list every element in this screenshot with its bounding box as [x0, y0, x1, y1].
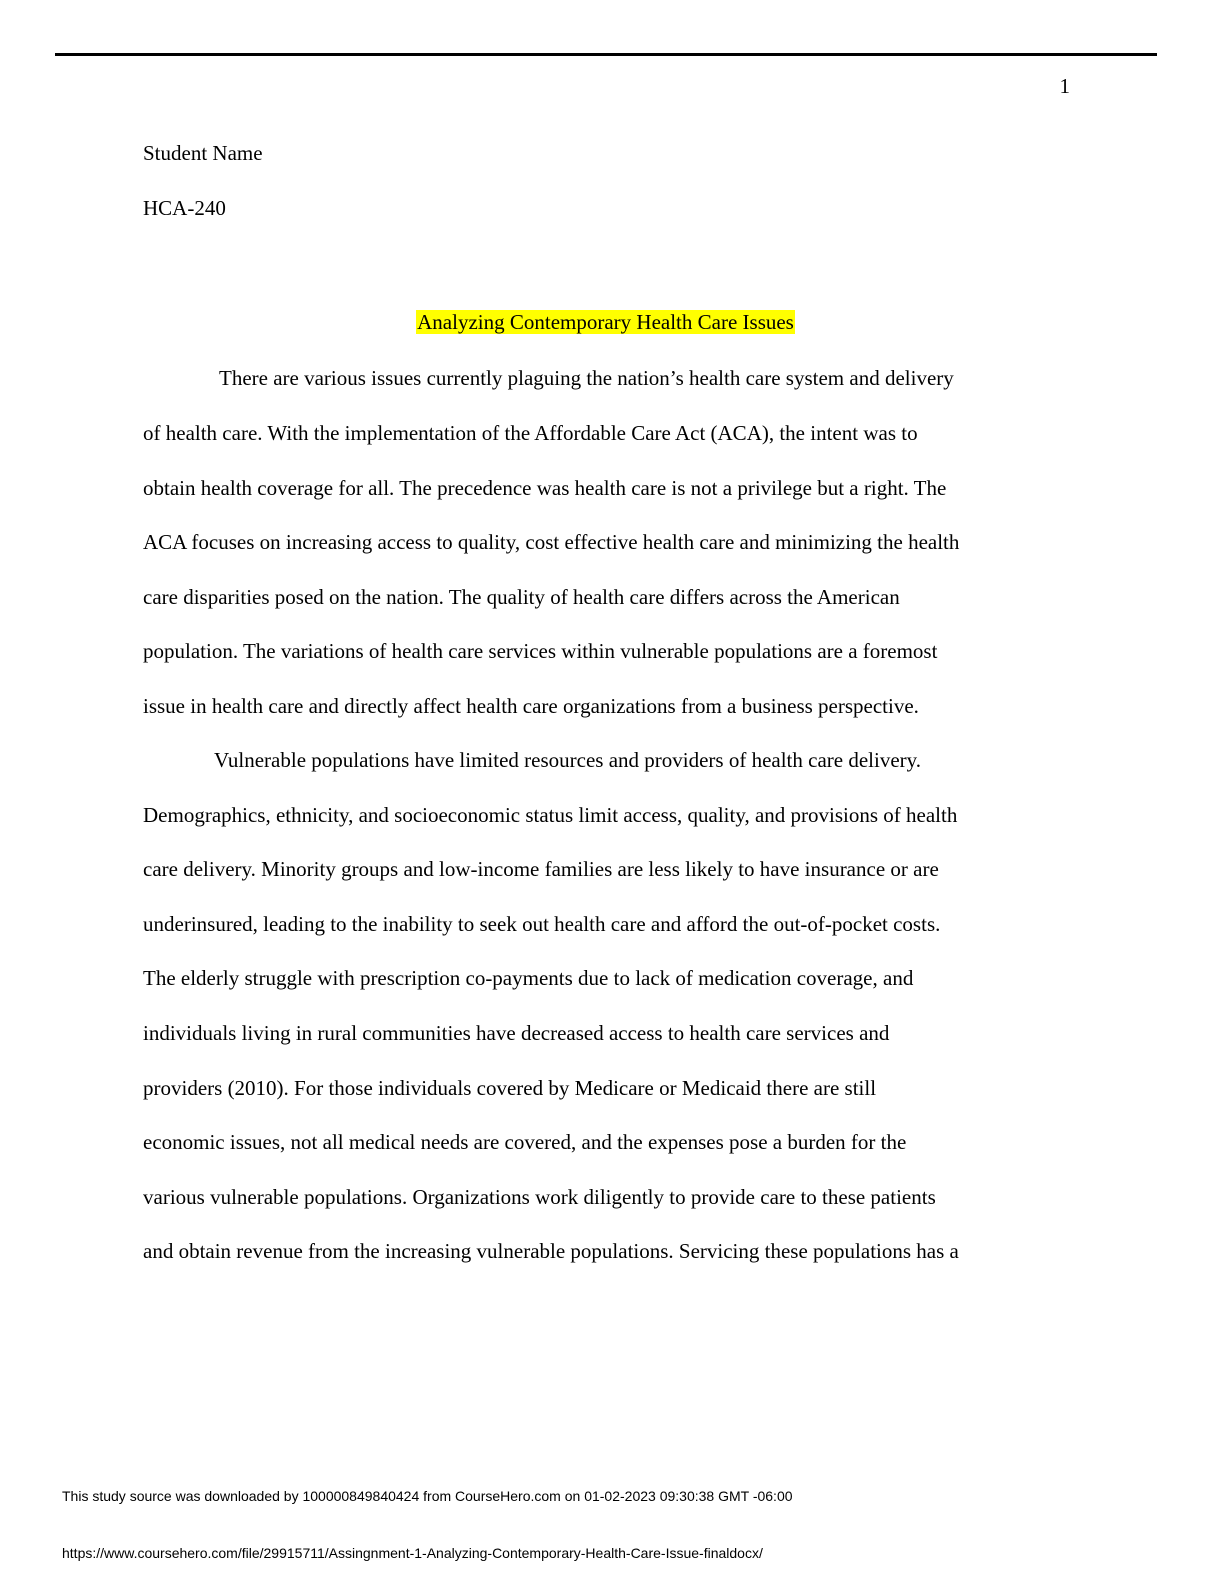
paragraph-2-line: The elderly struggle with prescription co-payments due to lack of medication coverage, and — [143, 966, 914, 990]
paragraph-2-line: underinsured, leading to the inability to seek out health care and afford the out-of-pocket costs. — [143, 912, 941, 936]
paragraph-1-line: of health care. With the implementation of the Affordable Care Act (ACA), the intent was to — [143, 421, 918, 445]
source-url[interactable]: https://www.coursehero.com/file/29915711/Assingnment-1-Analyzing-Contemporary-Health-Care-Issue-finaldocx/ — [62, 1545, 763, 1561]
paragraph-1-line: ACA focuses on increasing access to quality, cost effective health care and minimizing the health — [143, 530, 960, 554]
paragraph-2-line: economic issues, not all medical needs are covered, and the expenses pose a burden for the — [143, 1130, 907, 1154]
document-title — [143, 310, 1068, 335]
paragraph-2-line: various vulnerable populations. Organizations work diligently to provide care to these patients — [143, 1185, 936, 1209]
paragraph-2-line: Vulnerable populations have limited resources and providers of health care delivery. — [214, 748, 922, 772]
student-name: Student Name — [143, 141, 263, 165]
paragraph-1-line: There are various issues currently plaguing the nation’s health care system and delivery — [219, 366, 954, 390]
course-code: HCA-240 — [143, 196, 226, 220]
paragraph-2-line: providers (2010). For those individuals covered by Medicare or Medicaid there are still — [143, 1076, 877, 1100]
paragraph-2-line: Demographics, ethnicity, and socioeconomic status limit access, quality, and provisions of health — [143, 803, 958, 827]
download-source-note: This study source was downloaded by 100000849840424 from CourseHero.com on 01-02-2023 09:30:38 GMT -06:00 — [62, 1488, 793, 1504]
header-rule — [55, 53, 1157, 56]
paragraph-1-line: care disparities posed on the nation. The quality of health care differs across the American — [143, 585, 900, 609]
paragraph-1-line: population. The variations of health care services within vulnerable populations are a foremost — [143, 639, 938, 663]
paragraph-1-line: obtain health coverage for all. The precedence was health care is not a privilege but a right. The — [143, 476, 947, 500]
paragraph-2-line: and obtain revenue from the increasing vulnerable populations. Servicing these populations has a — [143, 1239, 959, 1263]
paragraph-2-line: individuals living in rural communities have decreased access to health care services and — [143, 1021, 890, 1045]
paragraph-1-line: issue in health care and directly affect health care organizations from a business perspective. — [143, 694, 919, 718]
paragraph-2-line: care delivery. Minority groups and low-income families are less likely to have insurance or are — [143, 857, 939, 881]
title-highlight: Analyzing Contemporary Health Care Issues — [417, 310, 794, 334]
page-number: 1 — [1059, 74, 1070, 98]
